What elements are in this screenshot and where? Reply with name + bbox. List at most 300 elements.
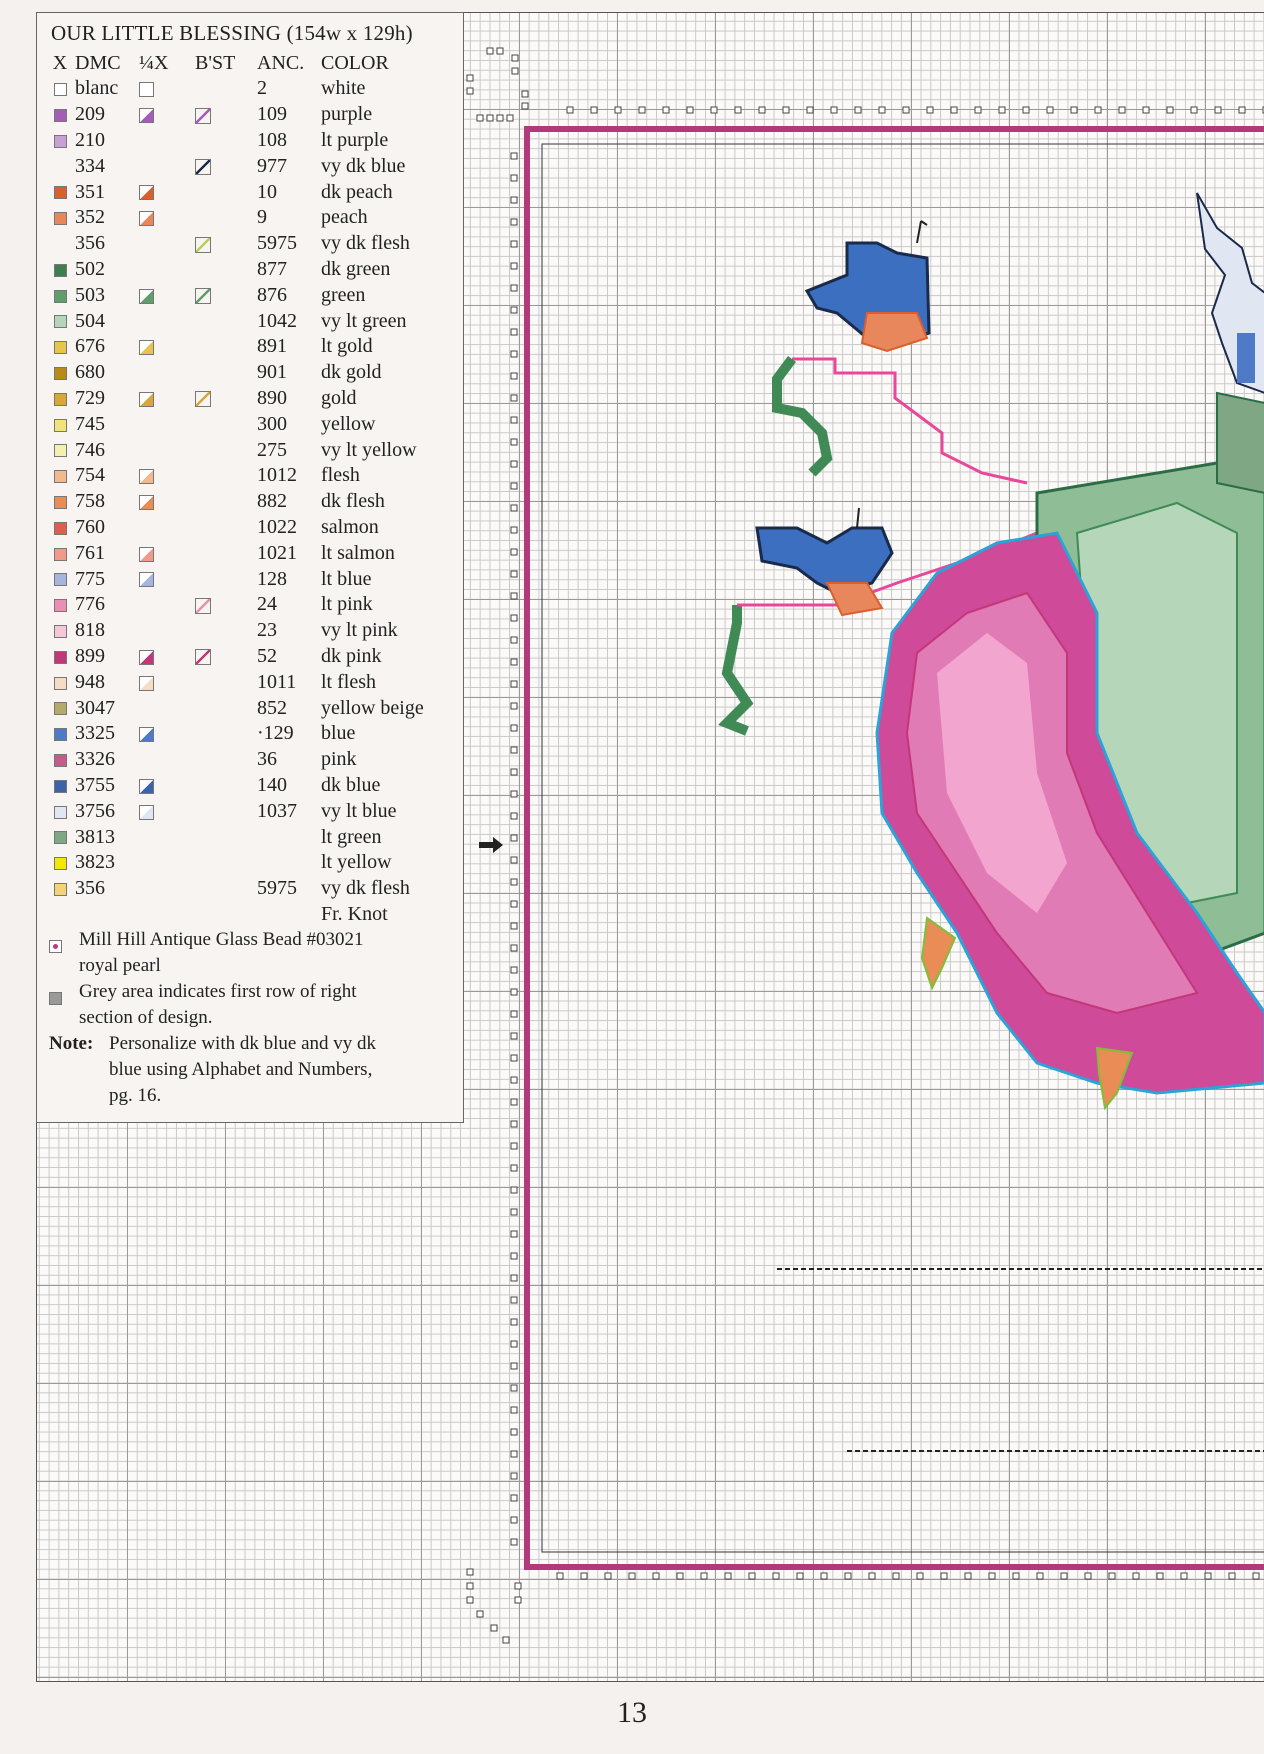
border-dot bbox=[511, 1451, 517, 1457]
dmc-number: 680 bbox=[75, 361, 105, 384]
anchor-number: 891 bbox=[257, 335, 287, 358]
grey-line-2: section of design. bbox=[79, 1007, 213, 1029]
symbol-swatch bbox=[54, 754, 67, 767]
border-dot bbox=[511, 1495, 517, 1501]
key-row bbox=[45, 282, 455, 308]
dmc-number: 356 bbox=[75, 877, 105, 900]
color-name: vy dk blue bbox=[321, 154, 406, 177]
key-row bbox=[45, 102, 455, 128]
header-color: COLOR bbox=[321, 51, 389, 74]
border-dot bbox=[903, 107, 909, 113]
dmc-number: 356 bbox=[75, 232, 105, 255]
key-row bbox=[45, 334, 455, 360]
dmc-number: 334 bbox=[75, 154, 105, 177]
dmc-number: 504 bbox=[75, 309, 105, 332]
anchor-number: 2 bbox=[257, 77, 267, 100]
dmc-number: 776 bbox=[75, 593, 105, 616]
header-quarter-stitch: ¼X bbox=[139, 51, 169, 74]
grey-square-icon bbox=[49, 992, 62, 1005]
border-dot bbox=[855, 107, 861, 113]
border-dot bbox=[511, 1187, 517, 1193]
border-dot bbox=[511, 835, 517, 841]
header-x: X bbox=[52, 51, 68, 74]
border-dot bbox=[511, 1385, 517, 1391]
symbol-swatch bbox=[54, 573, 67, 586]
border-dot bbox=[511, 175, 517, 181]
bird-icon bbox=[757, 508, 892, 615]
symbol-swatch bbox=[54, 522, 67, 535]
anchor-number: 876 bbox=[257, 283, 287, 306]
border-dot bbox=[975, 107, 981, 113]
symbol-swatch bbox=[54, 341, 67, 354]
border-dot bbox=[735, 107, 741, 113]
symbol-swatch bbox=[54, 599, 67, 612]
bead-note bbox=[49, 927, 455, 979]
color-name: lt purple bbox=[321, 128, 389, 151]
color-name: vy dk flesh bbox=[321, 877, 410, 900]
anchor-number: 877 bbox=[257, 257, 287, 280]
border-dot bbox=[511, 285, 517, 291]
symbol-swatch bbox=[54, 135, 67, 148]
key-row bbox=[45, 231, 455, 257]
dmc-number: 3756 bbox=[75, 799, 115, 822]
dmc-number: 761 bbox=[75, 541, 105, 564]
color-name: yellow beige bbox=[321, 696, 424, 719]
anchor-number: ·129 bbox=[257, 722, 294, 745]
border-dot bbox=[511, 351, 517, 357]
arrow-right-icon bbox=[479, 837, 503, 853]
color-name: peach bbox=[321, 206, 368, 229]
quarter-stitch-swatch bbox=[139, 572, 154, 587]
border-dot bbox=[1157, 1573, 1163, 1579]
anchor-number: 275 bbox=[257, 438, 287, 461]
border-dot bbox=[893, 1573, 899, 1579]
anchor-number: 1022 bbox=[257, 515, 297, 538]
dmc-number: 351 bbox=[75, 180, 105, 203]
border-dot bbox=[927, 107, 933, 113]
anchor-number: 10 bbox=[257, 180, 277, 203]
dmc-number: 502 bbox=[75, 257, 105, 280]
key-row bbox=[45, 308, 455, 334]
border-dot bbox=[1109, 1573, 1115, 1579]
symbol-swatch bbox=[54, 883, 67, 896]
border-dot bbox=[511, 527, 517, 533]
border-dot bbox=[511, 1407, 517, 1413]
color-name: dk peach bbox=[321, 180, 393, 203]
dmc-number: 899 bbox=[75, 644, 105, 667]
french-knot-row bbox=[45, 902, 455, 928]
symbol-swatch bbox=[54, 264, 67, 277]
color-name: yellow bbox=[321, 412, 376, 435]
border-dot bbox=[511, 1143, 517, 1149]
key-rows bbox=[45, 76, 455, 902]
symbol-swatch bbox=[54, 496, 67, 509]
key-row bbox=[45, 747, 455, 773]
border-dot bbox=[511, 1077, 517, 1083]
symbol-swatch bbox=[54, 780, 67, 793]
border-dot bbox=[821, 1573, 827, 1579]
dmc-number: 3755 bbox=[75, 773, 115, 796]
anchor-number: 5975 bbox=[257, 877, 297, 900]
quarter-stitch-swatch bbox=[139, 495, 154, 510]
bead-icon bbox=[49, 940, 62, 953]
border-dot bbox=[687, 107, 693, 113]
key-row bbox=[45, 669, 455, 695]
backstitch-swatch bbox=[195, 649, 211, 665]
key-row bbox=[45, 128, 455, 154]
border-dot bbox=[511, 1055, 517, 1061]
border-dot bbox=[511, 901, 517, 907]
border-dot bbox=[917, 1573, 923, 1579]
quarter-stitch-swatch bbox=[139, 211, 154, 226]
border-dot bbox=[1143, 107, 1149, 113]
border-dot bbox=[951, 107, 957, 113]
border-dot bbox=[511, 879, 517, 885]
color-name: lt salmon bbox=[321, 541, 395, 564]
border-dot bbox=[511, 549, 517, 555]
border-dot bbox=[749, 1573, 755, 1579]
border-dot bbox=[845, 1573, 851, 1579]
quarter-stitch-swatch bbox=[139, 805, 154, 820]
color-key-legend bbox=[36, 12, 464, 1123]
anchor-number: 1011 bbox=[257, 670, 297, 693]
border-dot bbox=[879, 107, 885, 113]
backstitch-swatch bbox=[195, 108, 211, 124]
anchor-number: 1021 bbox=[257, 541, 297, 564]
corner-scroll-top bbox=[467, 48, 528, 121]
key-row bbox=[45, 824, 455, 850]
key-row bbox=[45, 153, 455, 179]
border-dot bbox=[1119, 107, 1125, 113]
backstitch-swatch bbox=[195, 288, 211, 304]
color-name: vy lt green bbox=[321, 309, 407, 332]
border-dot bbox=[511, 725, 517, 731]
border-dot bbox=[511, 329, 517, 335]
key-row bbox=[45, 644, 455, 670]
border-dot bbox=[581, 1573, 587, 1579]
border-dot bbox=[869, 1573, 875, 1579]
border-dot bbox=[1047, 107, 1053, 113]
symbol-swatch bbox=[54, 83, 67, 96]
dmc-number: 948 bbox=[75, 670, 105, 693]
quarter-stitch-swatch bbox=[139, 779, 154, 794]
border-dot bbox=[783, 107, 789, 113]
backstitch-swatch bbox=[195, 598, 211, 614]
border-dot bbox=[989, 1573, 995, 1579]
symbol-swatch bbox=[54, 728, 67, 741]
border-dot bbox=[807, 107, 813, 113]
color-name: vy lt yellow bbox=[321, 438, 417, 461]
dmc-number: 3813 bbox=[75, 825, 115, 848]
color-name: flesh bbox=[321, 464, 360, 487]
anchor-number: 108 bbox=[257, 128, 287, 151]
dmc-number: 210 bbox=[75, 128, 105, 151]
border-dot bbox=[511, 153, 517, 159]
border-dot bbox=[1239, 107, 1245, 113]
border-dot bbox=[1037, 1573, 1043, 1579]
border-dot bbox=[1023, 107, 1029, 113]
border-dot bbox=[773, 1573, 779, 1579]
border-dot bbox=[1229, 1573, 1235, 1579]
border-dot bbox=[1085, 1573, 1091, 1579]
border-dot bbox=[511, 241, 517, 247]
quarter-stitch-swatch bbox=[139, 108, 154, 123]
symbol-swatch bbox=[54, 548, 67, 561]
color-name: lt blue bbox=[321, 567, 372, 590]
quarter-stitch-swatch bbox=[139, 547, 154, 562]
key-row bbox=[45, 179, 455, 205]
dmc-number: 3047 bbox=[75, 696, 115, 719]
anchor-number: 882 bbox=[257, 490, 287, 513]
french-knot-label: Fr. Knot bbox=[321, 902, 388, 925]
corner-scroll-bottom bbox=[467, 1569, 521, 1643]
border-dot bbox=[999, 107, 1005, 113]
border-dot bbox=[511, 307, 517, 313]
dmc-number: 3325 bbox=[75, 722, 115, 745]
color-name: purple bbox=[321, 103, 373, 126]
dmc-number: 746 bbox=[75, 438, 105, 461]
border-dot bbox=[1253, 1573, 1259, 1579]
key-row bbox=[45, 798, 455, 824]
color-name: blue bbox=[321, 722, 356, 745]
border-dot bbox=[511, 1539, 517, 1545]
header-dmc: DMC bbox=[75, 51, 121, 74]
grey-area-note bbox=[49, 979, 455, 1031]
symbol-swatch bbox=[54, 806, 67, 819]
symbol-swatch bbox=[54, 702, 67, 715]
border-dot bbox=[511, 1011, 517, 1017]
border-dot bbox=[1133, 1573, 1139, 1579]
border-dot bbox=[511, 637, 517, 643]
border-dot bbox=[725, 1573, 731, 1579]
grey-line-1: Grey area indicates first row of right bbox=[79, 981, 357, 1003]
key-header-row bbox=[45, 50, 455, 76]
key-row bbox=[45, 411, 455, 437]
border-dot bbox=[1167, 107, 1173, 113]
border-dot bbox=[511, 439, 517, 445]
border-dot bbox=[567, 107, 573, 113]
border-dot bbox=[591, 107, 597, 113]
border-dot bbox=[701, 1573, 707, 1579]
border-dot bbox=[511, 571, 517, 577]
border-dot bbox=[511, 1099, 517, 1105]
page-number: 13 bbox=[617, 1696, 647, 1729]
anchor-number: 9 bbox=[257, 206, 267, 229]
border-dot bbox=[1191, 107, 1197, 113]
border-dot bbox=[511, 1429, 517, 1435]
anchor-number: 5975 bbox=[257, 232, 297, 255]
note-label: Note: bbox=[49, 1033, 94, 1055]
anchor-number: 36 bbox=[257, 748, 277, 771]
color-name: gold bbox=[321, 386, 357, 409]
key-row bbox=[45, 489, 455, 515]
symbol-swatch bbox=[54, 315, 67, 328]
color-name: lt yellow bbox=[321, 851, 392, 874]
key-footnotes bbox=[45, 927, 455, 1109]
border-dot bbox=[511, 1473, 517, 1479]
symbol-swatch bbox=[54, 109, 67, 122]
symbol-swatch bbox=[54, 677, 67, 690]
border-dot bbox=[1061, 1573, 1067, 1579]
anchor-number: 24 bbox=[257, 593, 277, 616]
border-dot bbox=[511, 1033, 517, 1039]
key-row bbox=[45, 76, 455, 102]
border-dot bbox=[1181, 1573, 1187, 1579]
border-dot bbox=[511, 791, 517, 797]
dmc-number: 729 bbox=[75, 386, 105, 409]
quarter-stitch-swatch bbox=[139, 392, 154, 407]
border-dot bbox=[511, 373, 517, 379]
key-row bbox=[45, 773, 455, 799]
symbol-swatch bbox=[54, 367, 67, 380]
dmc-number: 3823 bbox=[75, 851, 115, 874]
dmc-number: 775 bbox=[75, 567, 105, 590]
quarter-stitch-swatch bbox=[139, 185, 154, 200]
key-row bbox=[45, 566, 455, 592]
dmc-number: 3326 bbox=[75, 748, 115, 771]
border-dot bbox=[1095, 107, 1101, 113]
border-dot bbox=[511, 461, 517, 467]
border-dot bbox=[1013, 1573, 1019, 1579]
symbol-swatch bbox=[54, 212, 67, 225]
color-name: lt gold bbox=[321, 335, 373, 358]
key-row bbox=[45, 463, 455, 489]
border-dot bbox=[831, 107, 837, 113]
border-dot bbox=[511, 1319, 517, 1325]
symbol-swatch bbox=[54, 470, 67, 483]
symbol-swatch bbox=[54, 290, 67, 303]
anchor-number: 1042 bbox=[257, 309, 297, 332]
color-name: pink bbox=[321, 748, 357, 771]
color-name: dk pink bbox=[321, 644, 382, 667]
key-row bbox=[45, 876, 455, 902]
dmc-number: 209 bbox=[75, 103, 105, 126]
backstitch-swatch bbox=[195, 391, 211, 407]
border-dot bbox=[615, 107, 621, 113]
anchor-number: 109 bbox=[257, 103, 287, 126]
anchor-number: 300 bbox=[257, 412, 287, 435]
border-dot bbox=[511, 1275, 517, 1281]
border-dot bbox=[797, 1573, 803, 1579]
border-dot bbox=[511, 197, 517, 203]
color-name: vy lt blue bbox=[321, 799, 397, 822]
border-dot bbox=[605, 1573, 611, 1579]
border-dot bbox=[511, 703, 517, 709]
border-dot bbox=[511, 769, 517, 775]
border-dot bbox=[511, 417, 517, 423]
anchor-number: 52 bbox=[257, 644, 277, 667]
key-row bbox=[45, 721, 455, 747]
backstitch-swatch bbox=[195, 159, 211, 175]
quarter-stitch-swatch bbox=[139, 340, 154, 355]
border-dot bbox=[511, 593, 517, 599]
anchor-number: 23 bbox=[257, 619, 277, 642]
border-dot bbox=[511, 813, 517, 819]
dmc-number: 754 bbox=[75, 464, 105, 487]
border-dot bbox=[759, 107, 765, 113]
header-backstitch: B'ST bbox=[195, 51, 236, 74]
border-dot bbox=[511, 263, 517, 269]
key-row bbox=[45, 695, 455, 721]
border-dot bbox=[511, 967, 517, 973]
key-row bbox=[45, 515, 455, 541]
anchor-number: 852 bbox=[257, 696, 287, 719]
border-dot bbox=[511, 483, 517, 489]
anchor-number: 128 bbox=[257, 567, 287, 590]
backstitch-swatch bbox=[195, 237, 211, 253]
symbol-swatch bbox=[54, 393, 67, 406]
anchor-number: 901 bbox=[257, 361, 287, 384]
key-row bbox=[45, 386, 455, 412]
border-dot bbox=[1205, 1573, 1211, 1579]
dmc-number: 503 bbox=[75, 283, 105, 306]
symbol-swatch bbox=[54, 831, 67, 844]
color-name: green bbox=[321, 283, 366, 306]
color-name: dk flesh bbox=[321, 490, 385, 513]
quarter-stitch-swatch bbox=[139, 469, 154, 484]
key-row bbox=[45, 205, 455, 231]
border-dot bbox=[511, 1341, 517, 1347]
bird-icon bbox=[807, 221, 929, 351]
color-name: dk green bbox=[321, 257, 391, 280]
border-dot bbox=[511, 989, 517, 995]
symbol-swatch bbox=[54, 186, 67, 199]
key-row bbox=[45, 437, 455, 463]
pattern-title: OUR LITTLE BLESSING (154w x 129h) bbox=[51, 21, 413, 45]
border-dot bbox=[965, 1573, 971, 1579]
color-name: vy lt pink bbox=[321, 619, 398, 642]
border-dot bbox=[663, 107, 669, 113]
border-dot bbox=[511, 395, 517, 401]
border-dot bbox=[511, 615, 517, 621]
key-row bbox=[45, 618, 455, 644]
border-dot bbox=[511, 505, 517, 511]
dmc-number: 818 bbox=[75, 619, 105, 642]
color-name: lt flesh bbox=[321, 670, 376, 693]
quarter-stitch-swatch bbox=[139, 676, 154, 691]
border-dot bbox=[653, 1573, 659, 1579]
dmc-number: 352 bbox=[75, 206, 105, 229]
bead-line-1: Mill Hill Antique Glass Bead #03021 bbox=[79, 929, 364, 951]
border-dot bbox=[557, 1573, 563, 1579]
color-name: vy dk flesh bbox=[321, 232, 410, 255]
dmc-number: 760 bbox=[75, 515, 105, 538]
bead-line-2: royal pearl bbox=[79, 955, 161, 977]
note-line-3: pg. 16. bbox=[109, 1085, 162, 1107]
key-row bbox=[45, 257, 455, 283]
dmc-number: 676 bbox=[75, 335, 105, 358]
dmc-number: 745 bbox=[75, 412, 105, 435]
header-anchor: ANC. bbox=[257, 51, 305, 74]
border-dot bbox=[511, 1363, 517, 1369]
key-row bbox=[45, 850, 455, 876]
border-dot bbox=[711, 107, 717, 113]
quarter-stitch-swatch bbox=[139, 82, 154, 97]
symbol-swatch bbox=[54, 857, 67, 870]
key-row bbox=[45, 592, 455, 618]
color-name: dk blue bbox=[321, 773, 381, 796]
flower-icon bbox=[727, 193, 1264, 1108]
border-dot bbox=[511, 1121, 517, 1127]
anchor-number: 1012 bbox=[257, 464, 297, 487]
color-name: dk gold bbox=[321, 361, 382, 384]
border-dot bbox=[511, 945, 517, 951]
anchor-number: 1037 bbox=[257, 799, 297, 822]
dmc-number: 758 bbox=[75, 490, 105, 513]
anchor-number: 977 bbox=[257, 154, 287, 177]
key-row bbox=[45, 360, 455, 386]
border-dot bbox=[677, 1573, 683, 1579]
